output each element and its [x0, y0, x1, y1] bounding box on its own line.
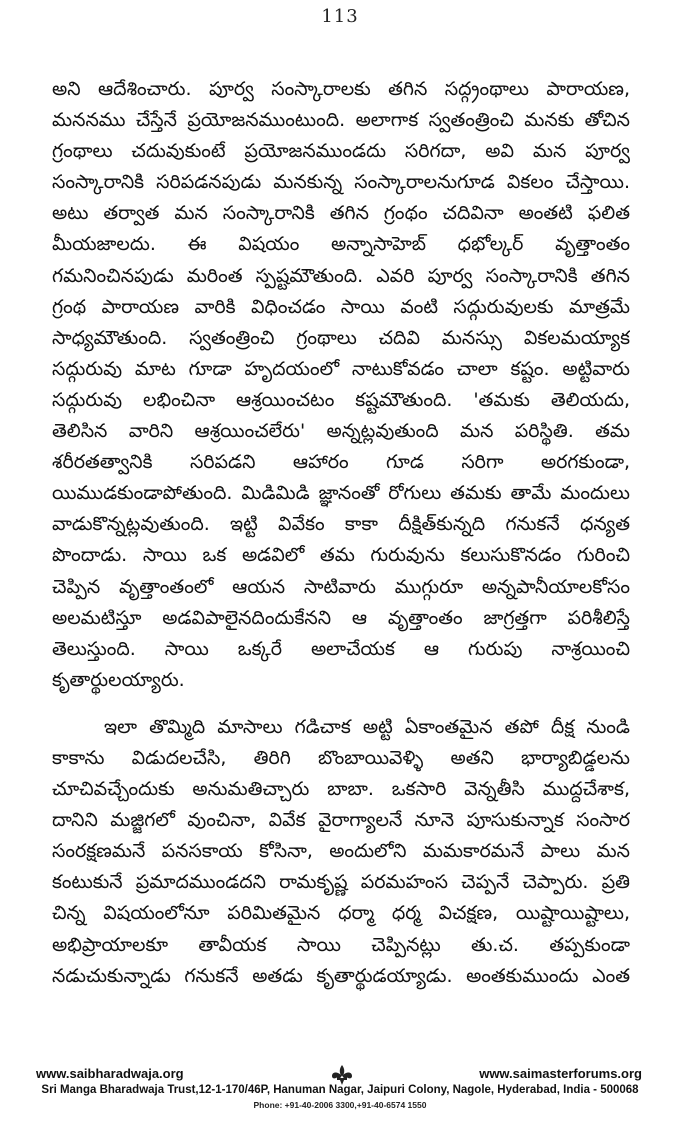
- text-line: మీయజాలదు. ఈ విషయం అన్నాసాహెబ్ ధభోల్కర్ వృత్తాంతం: [52, 233, 630, 256]
- text-line: సంరక్షణమనే పనసకాయ కోసినా, అందులోని మమకారమనే పాలు మన: [52, 840, 630, 863]
- paragraph: [52, 712, 630, 992]
- text-line: సాధ్యమౌతుంది. స్వతంత్రించి గ్రంథాలు చదివి మనస్సు వికలమయ్యాక: [52, 326, 630, 349]
- text-line: అని ఆదేశించారు. పూర్వ సంస్కారాలకు తగిన సద్గ్రంథాలు పారాయణ,: [52, 78, 630, 100]
- text-line: శరీరతత్వానికి సరిపడని ఆహారం గూడ సరిగా అరగకుండా,: [52, 451, 630, 474]
- text-line: వాడుకొన్నట్లవుతుంది. ఇట్టి వివేకం కాకా దీక్షిత్‌కున్నది గనుకనే ధన్యత: [52, 513, 630, 536]
- text-line: దానిని మజ్జిగలో వుంచినా, వివేక వైరాగ్యాలనే నూనె పూసుకున్నాక సంసార: [52, 809, 630, 832]
- footer: [28, 1064, 652, 1120]
- footer-website-link-right[interactable]: www.saimasterforums.org: [479, 1066, 642, 1081]
- body-text: [52, 74, 630, 992]
- text-line: గ్రంథ పారాయణ వారికి విధించడం సాయి వంటి సద్గురువులకు మాత్రమే: [52, 295, 630, 318]
- footer-address: Sri Manga Bharadwaja Trust,12-1-170/46P, Hanuman Nagar, Jaipuri Colony, Nagole, Hyderabad, India - 500068: [41, 1084, 639, 1096]
- text-line: సంస్కారానికి సరిపడనపుడు మనకున్న సంస్కారాలనుగూడ వికలం చేస్తాయి.: [52, 171, 630, 194]
- text-line: యిముడకుండాపోతుంది. మిడిమిడి జ్ఞానంతో రోగులు తమకు తామే మందులు: [52, 482, 630, 505]
- text-line: తెలిసిన వారిని ఆశ్రయించలేరు' అన్నట్లవుతుంది మన పరిస్థితి. తమ: [52, 420, 630, 443]
- text-line: పొందాడు. సాయి ఒక అడవిలో తమ గురువును కలుసుకొనడం గురించి: [52, 544, 630, 567]
- text-line: చిన్న విషయంలోనూ పరిమితమైన ధర్మా ధర్మ విచక్షణ, యిష్టాయిష్టాలు,: [52, 902, 630, 925]
- text-line: అభిప్రాయాలకూ తావీయక సాయి చెప్పినట్లు తు.చ. తప్పకుండా: [52, 933, 630, 956]
- text-line: కృతార్థులయ్యారు.: [52, 668, 185, 691]
- footer-phone: Phone: +91-40-2006 3300,+91-40-6574 1550: [253, 1100, 427, 1110]
- text-line: గమనించినపుడు మరింత స్పష్టమౌతుంది. ఎవరి పూర్వ సంస్కారానికి తగిన: [52, 264, 630, 287]
- fleur-de-lis-icon: [328, 1064, 356, 1086]
- text-line: చూచివచ్చేందుకు అనుమతిచ్చారు బాబా. ఒకసారి వెన్నతీసి ముద్దచేశాక,: [52, 778, 630, 801]
- text-line: తెలుస్తుంది. సాయి ఒక్కరే అలాచేయక ఆ గురుపు నాశ్రయించి: [52, 637, 630, 660]
- paragraph-gap: [52, 696, 630, 712]
- text-line: నడుచుకున్నాడు గనుకనే అతడు కృతార్థుడయ్యాడు. అంతకుముందు ఎంత: [52, 964, 630, 987]
- text-line: ఇలా తొమ్మిది మాసాలు గడిచాక అట్టి ఏకాంతమైన తపో దీక్ష నుండి: [104, 715, 630, 738]
- text-line: అటు తర్వాత మన సంస్కారానికి తగిన గ్రంథం చదివినా అంతటి ఫలిత: [52, 202, 630, 225]
- text-line: కాకాను విడుదలచేసి, తిరిగి బొంబాయివెళ్ళి అతని భార్యాబిడ్డలను: [52, 746, 630, 769]
- page-number: 113: [321, 6, 359, 27]
- text-line: చెప్పిన వృత్తాంతంలో ఆయన సాటివారు ముగ్గురూ అన్నపానీయాలకోసం: [52, 575, 630, 598]
- text-line: అలమటిస్తూ అడవిపాలైనదిందుకేనని ఆ వృత్తాంతం జాగ్రత్తగా పరిశీలిస్తే: [52, 606, 630, 629]
- text-line: గ్రంథాలు చదువుకుంటే ప్రయోజనముండదు సరిగదా, అవి మన పూర్వ: [52, 140, 630, 163]
- paragraph: [52, 74, 630, 696]
- text-line: సద్గురువు మాట గూడా హృదయంలో నాటుకోవడం చాలా కష్టం. అట్టివారు: [52, 357, 630, 380]
- text-line: కంటుకునే ప్రమాదముండదని రామకృష్ణ పరమహంస చెప్పనే చెప్పారు. ప్రతి: [52, 871, 630, 894]
- footer-website-link-left[interactable]: www.saibharadwaja.org: [36, 1066, 184, 1081]
- text-line: మననము చేస్తేనే ప్రయోజనముంటుంది. అలాగాక స్వతంత్రించి మనకు తోచిన: [52, 109, 630, 132]
- text-line: సద్గురువు లభించినా ఆశ్రయించటం కష్టమౌతుంది. 'తమకు తెలియదు,: [52, 388, 630, 411]
